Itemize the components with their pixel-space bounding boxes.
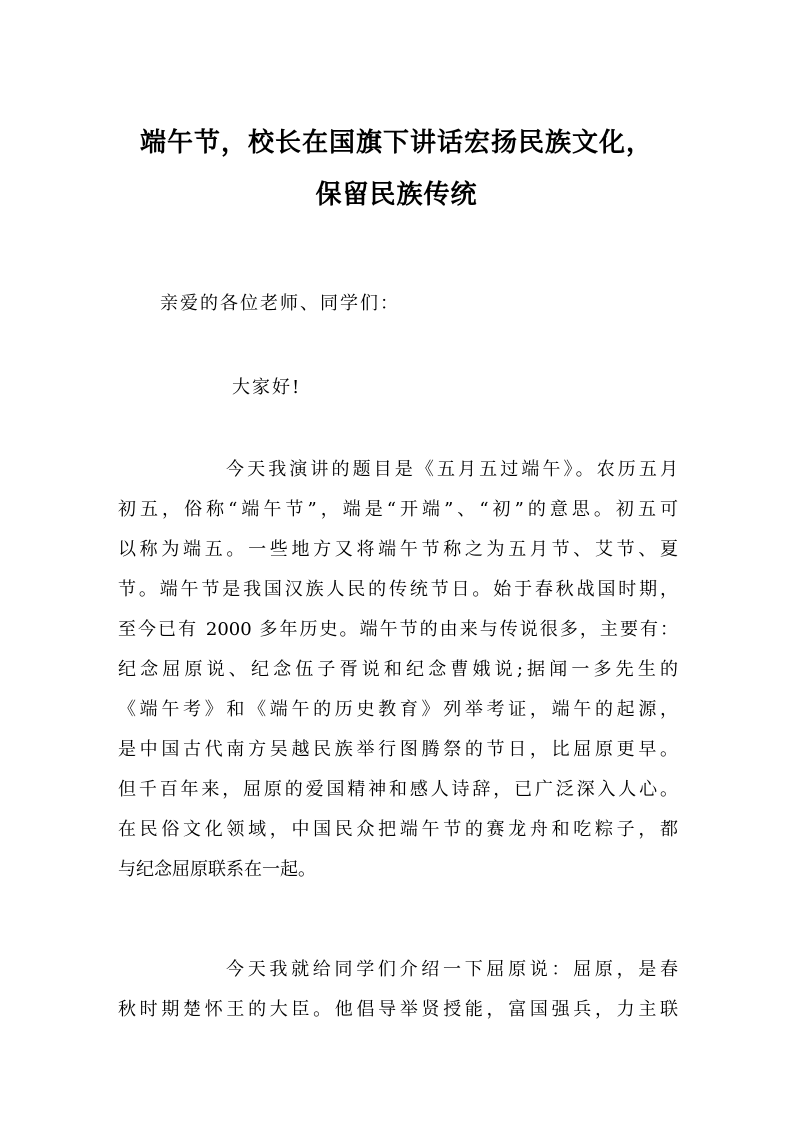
paragraph-line: 秋时期楚怀王的大臣。他倡导举贤授能，富国强兵，力主联 (118, 999, 678, 1020)
paragraph-line: 《端午考》和《端午的历史教育》列举考证，端午的起源， (118, 699, 678, 720)
paragraph-line: 初五，俗称“端午节”，端是“开端”、“初”的意思。初五可 (118, 499, 678, 520)
paragraph-1 (118, 450, 678, 890)
paragraph-line: 但千百年来，屈原的爱国精神和感人诗辞，已广泛深入人心。 (118, 779, 678, 800)
paragraph-line: 在民俗文化领域，中国民众把端午节的赛龙舟和吃粽子，都 (118, 819, 678, 840)
paragraph-line: 节。端午节是我国汉族人民的传统节日。始于春秋战国时期， (118, 579, 678, 600)
paragraph-line: 是中国古代南方吴越民族举行图腾祭的节日，比屈原更早。 (118, 739, 678, 760)
paragraph-line: 今天我演讲的题目是《五月五过端午》。农历五月 (226, 459, 678, 480)
paragraph-line: 以称为端五。一些地方又将端午节称之为五月节、艾节、夏 (118, 539, 678, 560)
salutation: 亲爱的各位老师、同学们： (160, 293, 400, 314)
document-title-line-2: 保留民族传统 (315, 180, 478, 210)
paragraph-line: 与纪念屈原联系在一起。 (118, 859, 316, 880)
paragraph-line: 今天我就给同学们介绍一下屈原说：屈原，是春 (226, 959, 678, 980)
paragraph-line: 至今已有 2000 多年历史。端午节的由来与传说很多，主要有： (118, 619, 678, 640)
greeting: 大家好! (232, 377, 302, 398)
document-title-line-1: 端午节，校长在国旗下讲话宏扬民族文化， (139, 128, 653, 158)
paragraph-line: 纪念屈原说、纪念伍子胥说和纪念曹娥说;据闻一多先生的 (118, 659, 678, 680)
paragraph-2 (118, 950, 678, 1030)
